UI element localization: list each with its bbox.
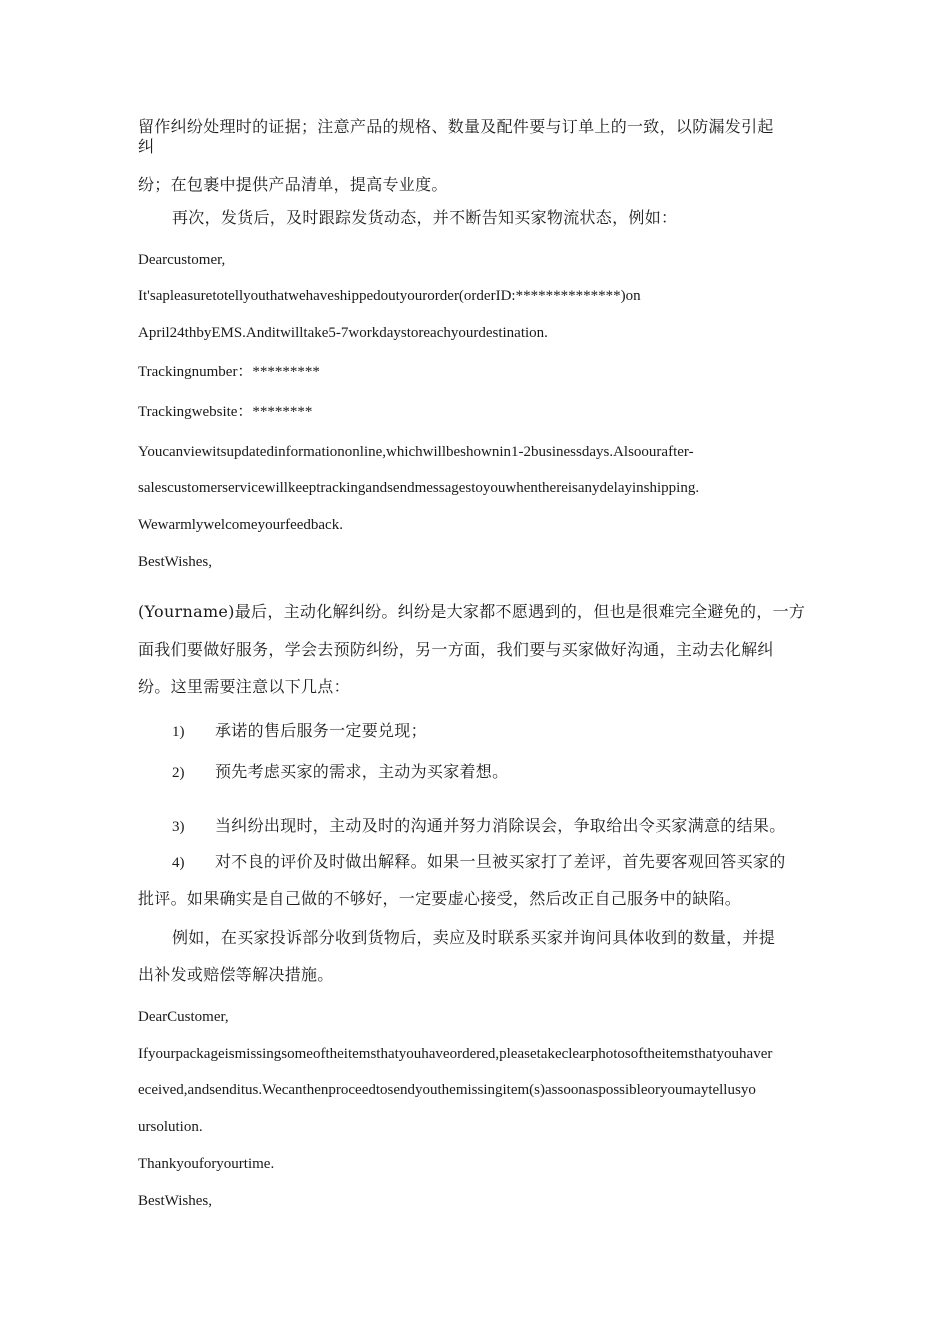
email-1-tracking-website: Trackingwebsite：********	[138, 404, 313, 420]
email-1-line-1: It'sapleasuretotellyouthatwehaveshippedoutyourorder(orderID:**************)on	[138, 288, 641, 304]
list-item-3-number: 3)	[172, 819, 185, 835]
email-1-line-5: Wewarmlywelcomeyourfeedback.	[138, 517, 343, 533]
email-2-greeting: DearCustomer,	[138, 1009, 229, 1025]
list-item-2-text: 预先考虑买家的需求，主动为买家着想。	[215, 762, 509, 781]
paragraph-3-line-1: (Yourname)最后，主动化解纠纷。纠纷是大家都不愿遇到的，但也是很难完全避免的，一方	[138, 602, 806, 621]
email-2-line-3: ursolution.	[138, 1119, 203, 1135]
paragraph-5-line-2: 出补发或赔偿等解决措施。	[138, 965, 334, 984]
email-2-closing: BestWishes,	[138, 1193, 212, 1209]
paragraph-3-line-2: 面我们要做好服务，学会去预防纠纷，另一方面，我们要与买家做好沟通，主动去化解纠	[138, 640, 774, 659]
list-item-1-number: 1)	[172, 724, 185, 740]
paragraph-2: 再次，发货后，及时跟踪发货动态，并不断告知买家物流状态，例如：	[172, 208, 678, 227]
email-1-tracking-number: Trackingnumber：*********	[138, 364, 320, 380]
email-2-thanks: Thankyouforyourtime.	[138, 1156, 275, 1172]
email-1-line-2: April24thbyEMS.Anditwilltake5-7workdaystoreachyourdestination.	[138, 325, 548, 341]
list-item-3-text: 当纠纷出现时，主动及时的沟通并努力消除误会，争取给出令买家满意的结果。	[215, 816, 786, 835]
paragraph-1-line-1: 留作纠纷处理时的证据；注意产品的规格、数量及配件要与订单上的一致，以防漏发引起	[138, 117, 774, 136]
email-1-line-3: Youcanviewitsupdatedinformationonline,whichwillbeshownin1-2businessdays.Alsoourafter-	[138, 444, 694, 460]
paragraph-4-line-1: 批评。如果确实是自己做的不够好，一定要虚心接受，然后改正自己服务中的缺陷。	[138, 889, 742, 908]
list-item-2-number: 2)	[172, 765, 185, 781]
email-1-line-4: salescustomerservicewillkeeptrackingandsendmessagestoyouwhenthereisanydelayinshipping.	[138, 480, 700, 496]
list-item-1-text: 承诺的售后服务一定要兑现；	[215, 721, 427, 740]
email-1-closing: BestWishes,	[138, 554, 212, 570]
email-2-line-1: Ifyourpackageismissingsomeoftheitemsthatyouhaveordered,pleasetakeclearphotosoftheitemsthatyouhaver	[138, 1046, 773, 1062]
list-item-4-text: 对不良的评价及时做出解释。如果一旦被买家打了差评，首先要客观回答买家的	[215, 852, 786, 871]
paragraph-5-line-1: 例如，在买家投诉部分收到货物后，卖应及时联系买家并询问具体收到的数量，并提	[172, 928, 776, 947]
email-1-greeting: Dearcustomer,	[138, 252, 226, 268]
paragraph-1-line-3: 纷；在包裹中提供产品清单，提高专业度。	[138, 175, 448, 194]
paragraph-1-line-2: 纠	[138, 137, 155, 156]
list-item-4-number: 4)	[172, 855, 185, 871]
paragraph-3-line-3: 纷。这里需要注意以下几点：	[138, 677, 350, 696]
email-2-line-2: eceived,andsenditus.Wecanthenproceedtosendyouthemissingitem(s)assoonaspossibleoryoumaytellusyo	[138, 1082, 756, 1098]
